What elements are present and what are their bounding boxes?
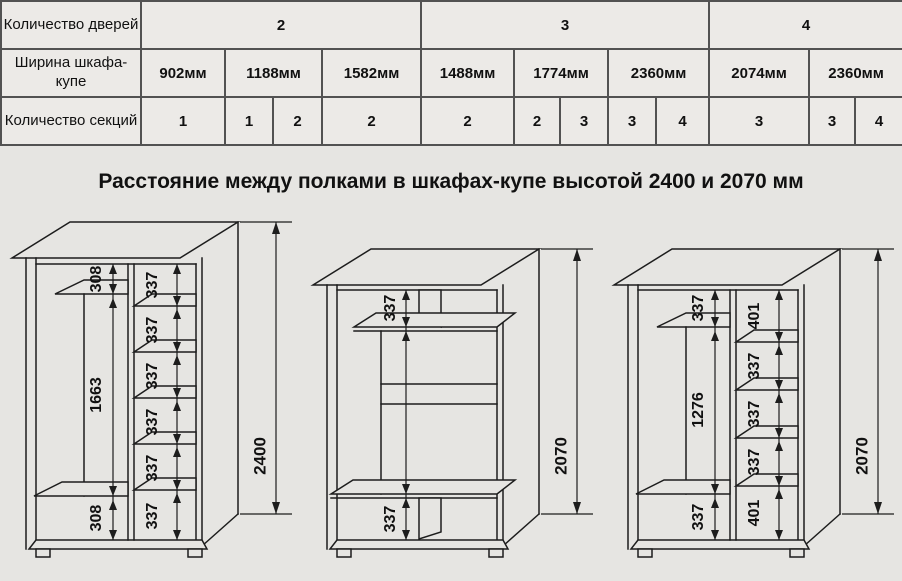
sections-cell: 4 [855, 97, 902, 145]
bottom-shelf [331, 480, 515, 494]
bottom-divider [419, 498, 441, 539]
width-cell: 2360мм [608, 49, 709, 97]
left-section-shelves [34, 280, 128, 496]
base-plinth [330, 540, 508, 549]
section-title: Расстояние между полками в шкафах-купе высотой 2400 и 2070 мм [98, 170, 804, 193]
width-cell: 1188мм [225, 49, 322, 97]
sections-cell: 2 [322, 97, 421, 145]
foot [36, 549, 50, 557]
foot [638, 549, 652, 557]
row-header-sections: Количество секций [1, 97, 141, 145]
sections-cell: 3 [809, 97, 855, 145]
foot [489, 549, 503, 557]
doors-count-cell: 4 [709, 1, 902, 49]
height-label: 2070 [852, 437, 872, 475]
dim-label-middle: 1663 [88, 377, 106, 413]
height-dimension [842, 249, 894, 514]
dim-label: 337 [746, 400, 764, 428]
width-cell: 1488мм [421, 49, 514, 97]
sections-cell: 3 [608, 97, 656, 145]
height-dimension [240, 222, 292, 514]
dim-label: 337 [144, 454, 162, 482]
dim-label: 337 [144, 316, 162, 344]
width-cell: 2074мм [709, 49, 809, 97]
table-row-widths [1, 49, 902, 97]
dim-label: 337 [144, 502, 162, 530]
sections-cell: 4 [656, 97, 709, 145]
sections-cell: 2 [421, 97, 514, 145]
doors-count-cell: 3 [421, 1, 709, 49]
sections-cell: 3 [560, 97, 608, 145]
wardrobe-specs-table [0, 0, 902, 146]
height-label: 2400 [250, 437, 270, 475]
row-header-width: Ширина шкафа-купе [1, 49, 141, 97]
sections-cell: 1 [225, 97, 273, 145]
carcass [12, 222, 238, 557]
dim-label-middle: 1276 [690, 392, 708, 428]
wardrobe-diagram-2070-a [301, 208, 601, 570]
wardrobe-diagram-2070-b [602, 208, 902, 570]
height-dimension [541, 249, 593, 514]
doors-count-cell: 2 [141, 1, 421, 49]
dim-label-top: 337 [690, 294, 708, 322]
row-header-doors: Количество дверей [1, 1, 141, 49]
width-cell: 1774мм [514, 49, 608, 97]
wardrobe-diagram-2400 [0, 208, 300, 570]
dim-label-bottom: 308 [88, 504, 106, 532]
carcass [614, 249, 840, 557]
sections-cell: 1 [141, 97, 225, 145]
dim-label: 337 [746, 448, 764, 476]
sections-cell: 2 [514, 97, 560, 145]
base-plinth [29, 540, 207, 549]
dim-label-top: 337 [382, 294, 400, 322]
dim-label-bottom: 337 [382, 505, 400, 533]
dim-label: 337 [144, 271, 162, 299]
foot [790, 549, 804, 557]
dim-label: 401 [746, 499, 764, 527]
top-shelf [354, 313, 515, 327]
height-label: 2070 [551, 437, 571, 475]
dim-label-top: 308 [88, 265, 106, 293]
dim-label: 337 [144, 362, 162, 390]
width-cell: 2360мм [809, 49, 902, 97]
dim-label: 337 [144, 408, 162, 436]
sections-cell: 2 [273, 97, 322, 145]
width-cell: 1582мм [322, 49, 421, 97]
dim-label: 401 [746, 302, 764, 330]
base-plinth [631, 540, 809, 549]
width-cell: 902мм [141, 49, 225, 97]
foot [188, 549, 202, 557]
right-dimension-line [746, 290, 783, 540]
dim-label: 337 [746, 352, 764, 380]
diagrams-row [0, 208, 902, 570]
table-row-sections [1, 97, 902, 145]
sections-cell: 3 [709, 97, 809, 145]
foot [337, 549, 351, 557]
interior [331, 290, 515, 539]
table-row-doors [1, 1, 902, 49]
left-dimension-line [88, 264, 117, 540]
shelf [736, 330, 798, 342]
dim-label-bottom: 337 [690, 503, 708, 531]
